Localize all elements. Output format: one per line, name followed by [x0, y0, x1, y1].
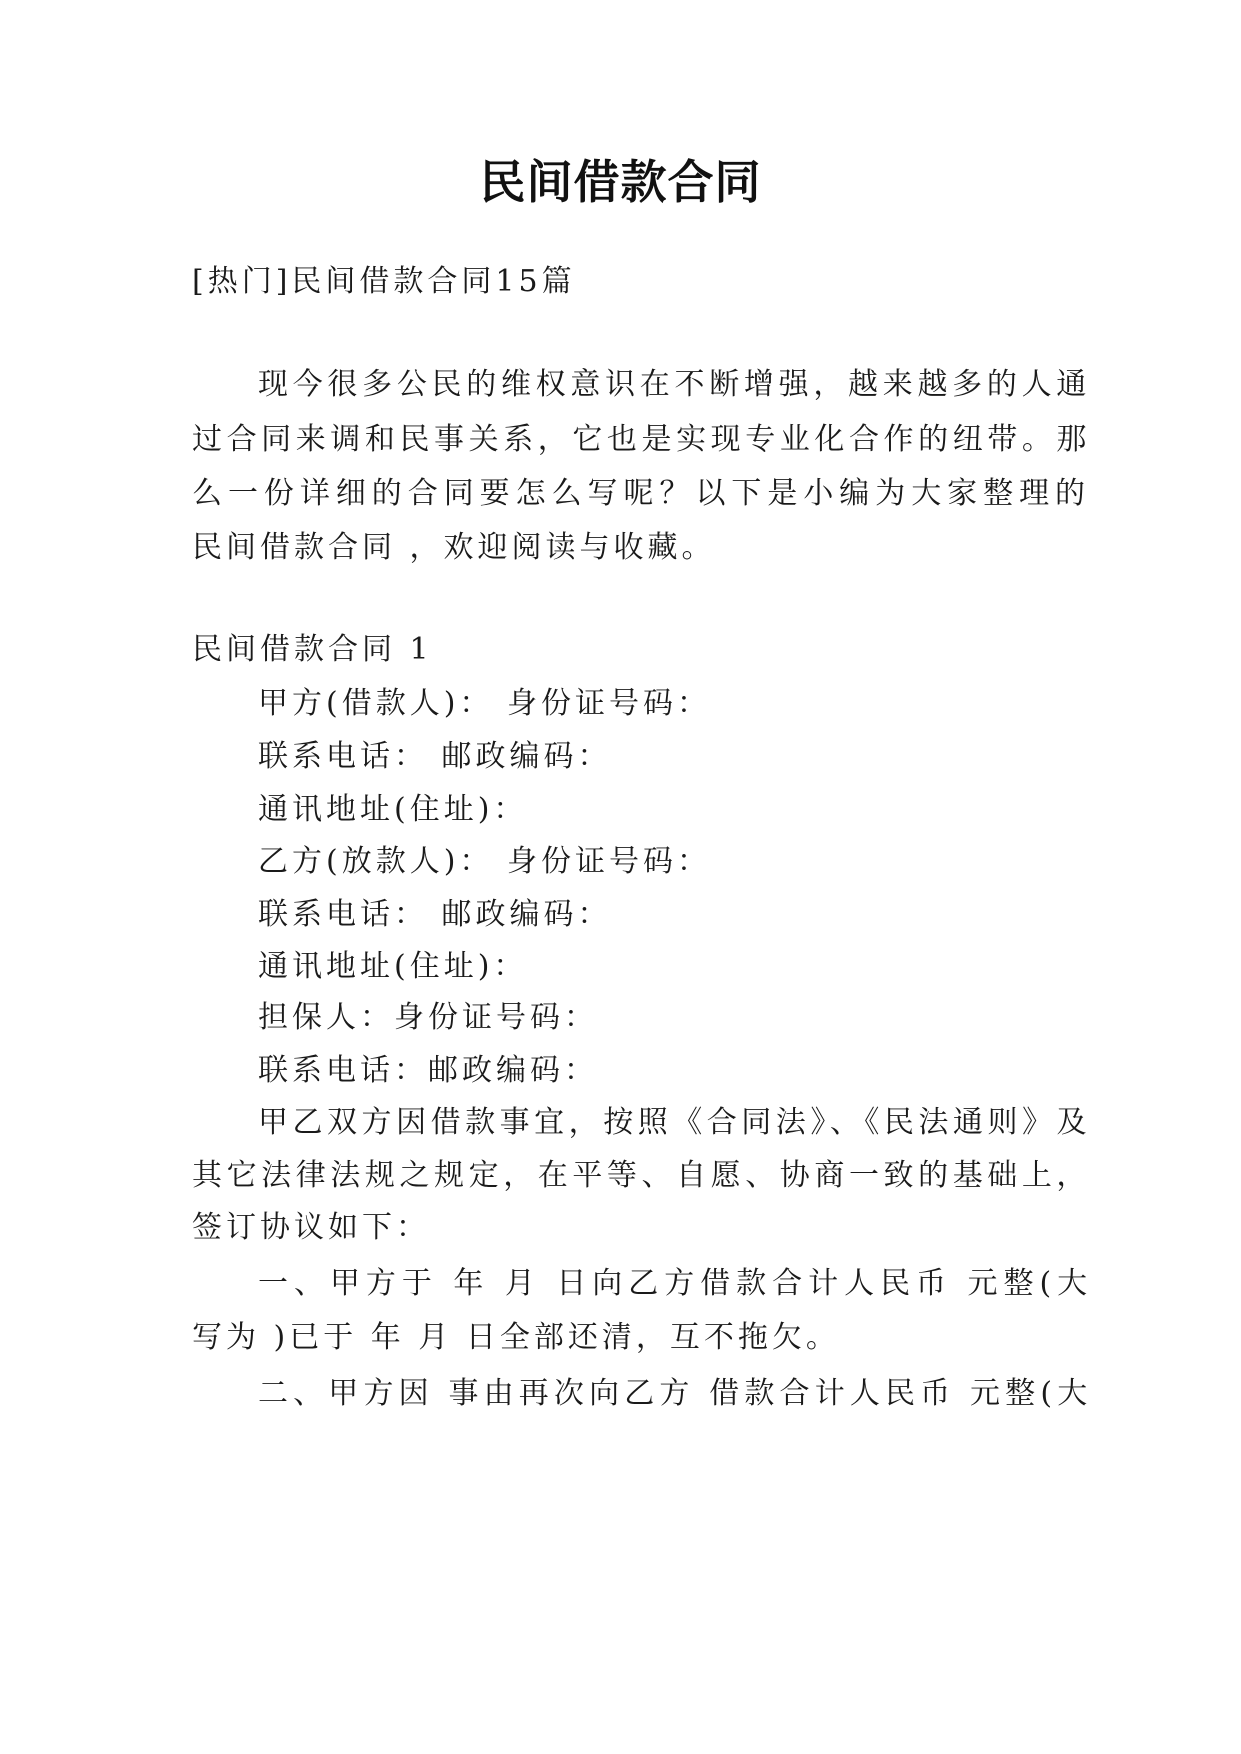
clause-line: 二、甲方因 事由再次向乙方 借款合计人民币 元整(大	[258, 1376, 1093, 1411]
party-field: 联系电话： 邮政编码：	[258, 897, 612, 932]
party-field: 甲方(借款人)： 身份证号码：	[258, 686, 711, 721]
party-field: 乙方(放款人)： 身份证号码：	[258, 844, 711, 879]
clause-line: 一、甲方于 年 月 日向乙方借款合计人民币 元整(大	[258, 1266, 1094, 1301]
clause-line: 写为 )已于 年 月 日全部还清，互不拖欠。	[192, 1320, 840, 1355]
intro-line: 么一份详细的合同要怎么写呢？以下是小编为大家整理的	[192, 476, 1091, 511]
party-field: 担保人：身份证号码：	[258, 1000, 598, 1035]
agreement-line: 其它法律法规之规定，在平等、自愿、协商一致的基础上，	[192, 1158, 1091, 1193]
party-field: 联系电话：邮政编码：	[258, 1053, 598, 1088]
party-field: 通讯地址(住址)：	[258, 949, 528, 984]
party-field: 通讯地址(住址)：	[258, 792, 528, 827]
intro-line: 民间借款合同 ，欢迎阅读与收藏。	[192, 530, 716, 565]
party-field: 联系电话： 邮政编码：	[258, 739, 612, 774]
agreement-line: 甲乙双方因借款事宜，按照《合同法》、《民法通则》及	[258, 1105, 1091, 1140]
intro-line: 过合同来调和民事关系，它也是实现专业化合作的纽带。那	[192, 422, 1091, 457]
section-heading: 民间借款合同 1	[192, 632, 433, 667]
intro-line: 现今很多公民的维权意识在不断增强，越来越多的人通	[258, 367, 1091, 402]
document-subtitle: [热门]民间借款合同15篇	[192, 264, 576, 299]
document-title: 民间借款合同	[479, 155, 762, 209]
agreement-line: 签订协议如下：	[192, 1210, 430, 1245]
